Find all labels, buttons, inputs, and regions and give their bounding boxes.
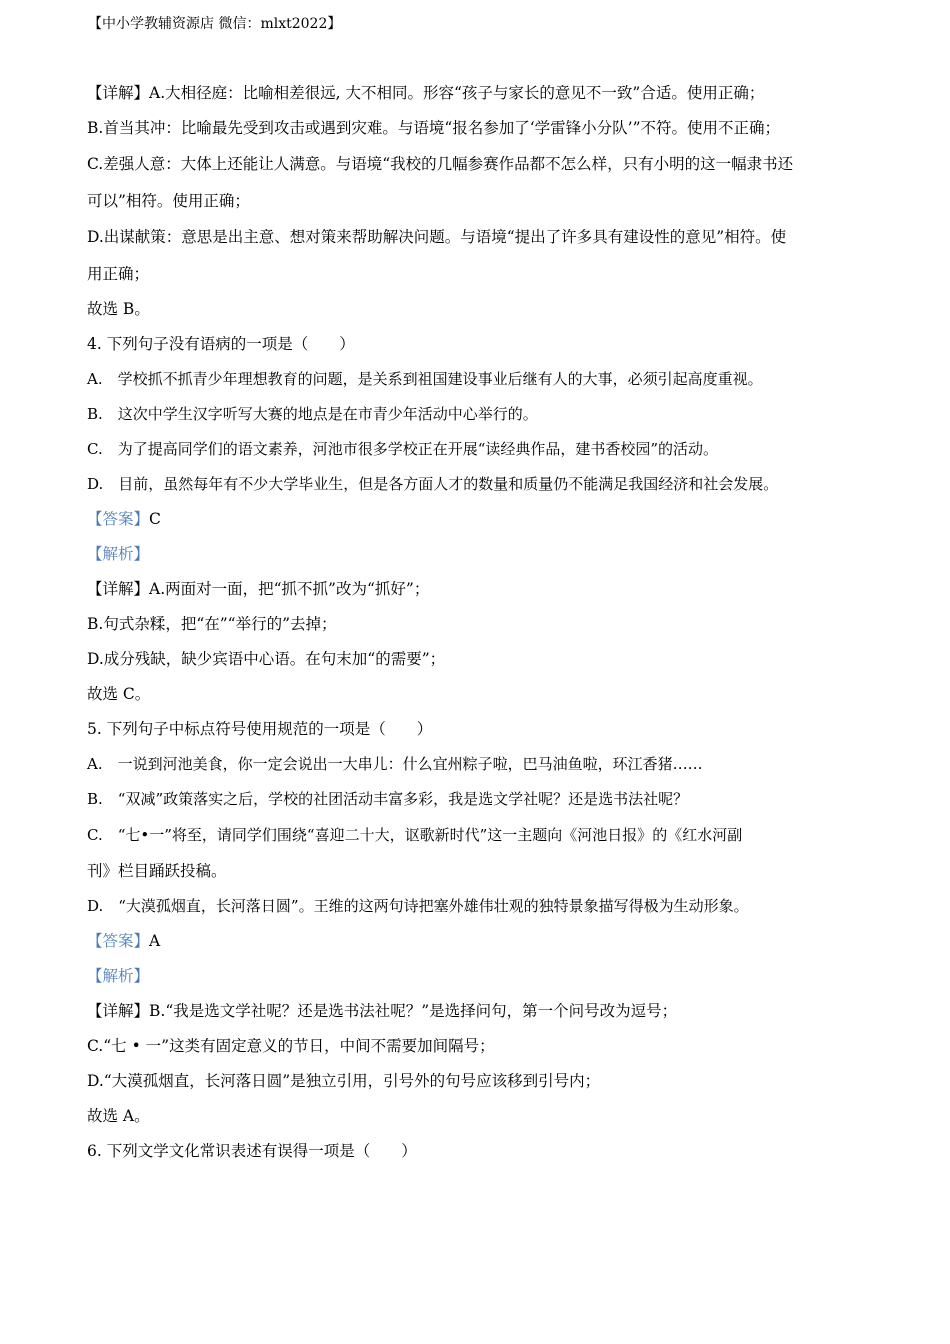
detail-label: 【详解】 <box>87 84 150 102</box>
question-title: 6. 下列文学文化常识表述有误得一项是（ ） <box>87 1142 417 1160</box>
page-header: 【中小学教辅资源店 微信：mlxt2022】 <box>88 16 342 32</box>
detail-line: 【详解】A.两面对一面，把“抓不抓”改为“抓好”； <box>87 580 430 598</box>
analysis-line <box>87 959 877 994</box>
document-body <box>87 76 877 1169</box>
option-a: A. 一说到河池美食，你一定会说出一大串儿：什么宜州粽子啦，巴马油鱼啦，环江香猪…… <box>87 755 703 773</box>
text-line: 用正确； <box>87 264 150 283</box>
question-title: 4. 下列句子没有语病的一项是（ ） <box>87 335 355 353</box>
text-line: D.“大漠孤烟直，长河落日圆”是独立引用，引号外的句号应该移到引号内； <box>87 1072 601 1090</box>
answer-label: 【答案】 <box>87 932 150 950</box>
answer-label: 【答案】 <box>87 510 150 528</box>
detail-label: 【详解】 <box>87 580 150 598</box>
option-c-continued: 刊》栏目踊跃投稿。 <box>87 862 227 880</box>
option-b: B. 这次中学生汉字听写大赛的地点是在市青少年活动中心举行的。 <box>87 405 538 423</box>
conclusion-line: 故选 C。 <box>87 685 151 703</box>
question-title: 5. 下列句子中标点符号使用规范的一项是（ ） <box>87 720 433 738</box>
detail-line: 【详解】A.大相径庭：比喻相差很远, 大不相同。形容“孩子与家长的意见不一致”合适。使用正确； <box>87 84 765 102</box>
text-line: C.“七 • 一”这类有固定意义的节日，中间不需要加间隔号； <box>87 1037 495 1055</box>
detail-line: 【详解】B.“我是选文学社呢？还是选书法社呢？”是选择问句，第一个问号改为逗号； <box>87 1002 678 1020</box>
text-line: B.句式杂糅，把“在”“举行的”去掉； <box>87 615 337 633</box>
option-b: B. “双减”政策落实之后，学校的社团活动丰富多彩，我是选文学社呢？还是选书法社呢？ <box>87 790 689 808</box>
text-line: D.出谋献策：意思是出主意、想对策来帮助解决问题。与语境“提出了许多具有建设性的意见”相符。使 <box>87 228 787 246</box>
text-line: B.首当其冲：比喻最先受到攻击或遇到灾难。与语境“报名参加了‘学雷锋小分队’”不符。使用不正确； <box>87 119 781 137</box>
answer-line: 【答案】A <box>87 932 161 950</box>
conclusion-line: 故选 B。 <box>87 300 150 318</box>
option-d: D. “大漠孤烟直，长河落日圆”。王维的这两句诗把塞外雄伟壮观的独特景象描写得极为生动形象。 <box>87 897 749 915</box>
option-c: C. “七•一”将至，请同学们围绕“喜迎二十大，讴歌新时代”这一主题向《河池日报》的《红水河副 <box>87 826 743 844</box>
text-line: C.差强人意：大体上还能让人满意。与语境“我校的几幅参赛作品都不怎么样，只有小明的这一幅隶书还 <box>87 155 794 173</box>
option-c: C. 为了提高同学们的语文素养，河池市很多学校正在开展“读经典作品，建书香校园”的活动。 <box>87 440 719 458</box>
text-line: D.成分残缺，缺少宾语中心语。在句末加“的需要”； <box>87 650 446 668</box>
conclusion-line: 故选 A。 <box>87 1107 150 1125</box>
option-a: A. 学校抓不抓青少年理想教育的问题，是关系到祖国建设事业后继有人的大事，必须引起高度重视。 <box>87 370 763 388</box>
analysis-line <box>87 537 877 572</box>
analysis-label: 【解析】 <box>87 545 150 563</box>
text-line: 可以”相符。使用正确； <box>87 191 250 210</box>
option-d: D. 目前，虽然每年有不少大学毕业生，但是各方面人才的数量和质量仍不能满足我国经济和社会发展。 <box>87 475 779 493</box>
detail-label: 【详解】 <box>87 1002 150 1020</box>
analysis-label: 【解析】 <box>87 967 150 985</box>
answer-line: 【答案】C <box>87 510 161 528</box>
